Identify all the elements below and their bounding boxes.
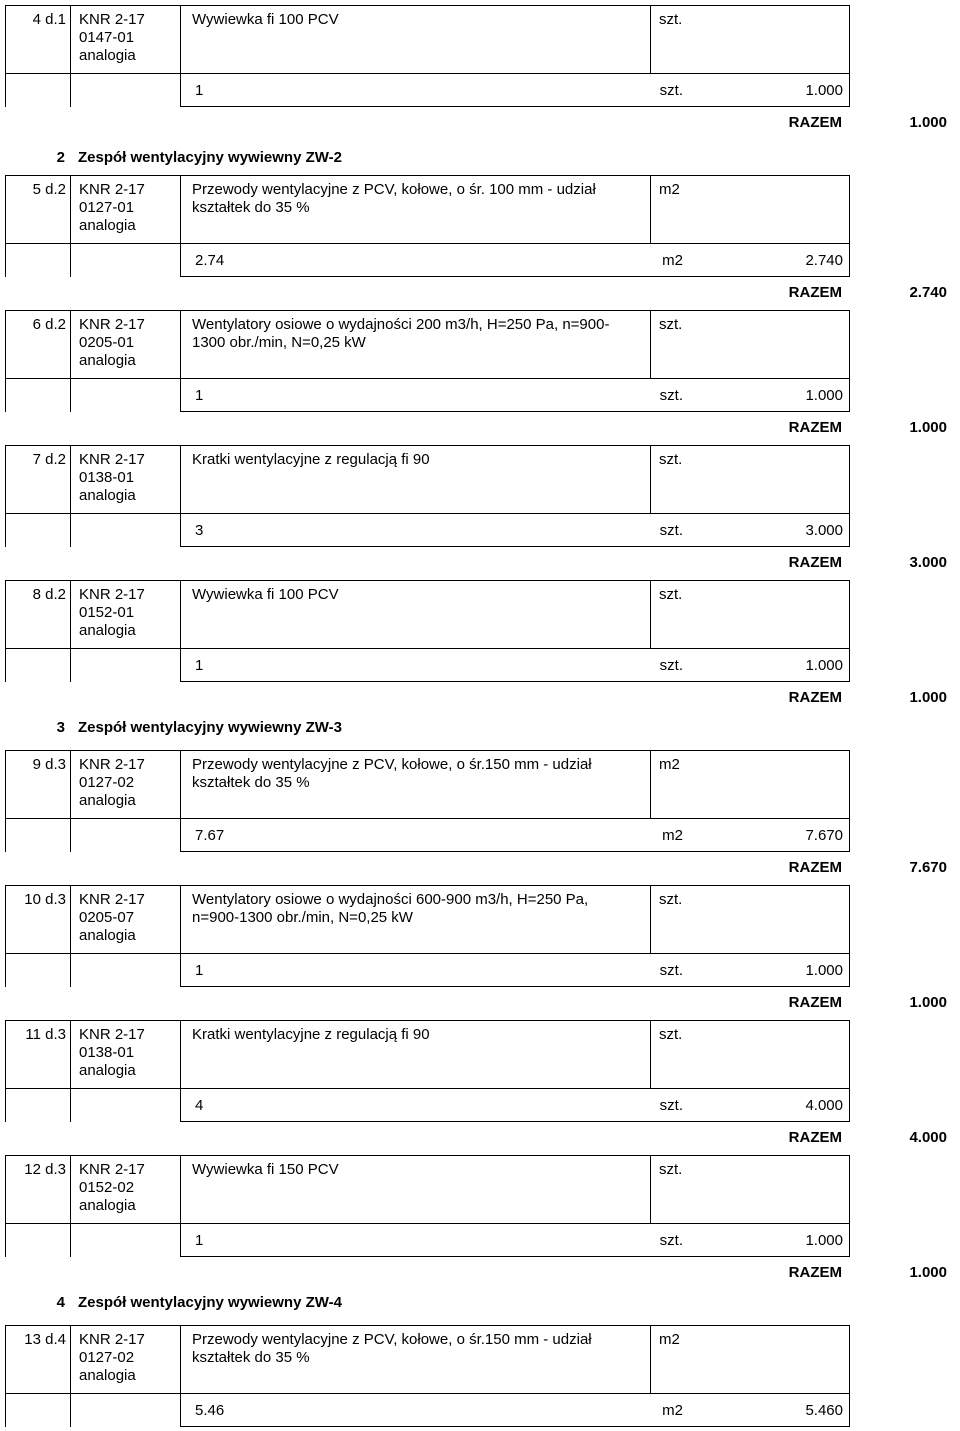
position-number: 10 d.3 <box>24 891 66 908</box>
unit-cell <box>650 1155 850 1223</box>
catalog-code-line: KNR 2-17 <box>79 1331 145 1348</box>
unit-cell <box>650 5 850 73</box>
quantity-total: 2.740 <box>805 252 843 269</box>
razem-row <box>0 987 960 1021</box>
quantity-value: 7.67 <box>195 827 225 844</box>
position-number: 9 d.3 <box>32 756 66 773</box>
razem-total: 7.670 <box>909 859 947 876</box>
razem-row <box>0 107 960 141</box>
catalog-code-line: analogia <box>79 217 136 234</box>
description-line: n=900-1300 obr./min, N=0,25 kW <box>192 909 413 926</box>
razem-row <box>0 412 960 446</box>
position-number-cell <box>5 310 70 378</box>
catalog-code-line: analogia <box>79 1062 136 1079</box>
section-header <box>0 145 960 175</box>
position-number-cell <box>5 1325 70 1393</box>
catalog-code-line: KNR 2-17 <box>79 891 145 908</box>
razem-label: RAZEM <box>788 994 842 1011</box>
quantity-code-blank <box>70 1393 180 1427</box>
quantity-total: 4.000 <box>805 1097 843 1114</box>
razem-total: 2.740 <box>909 284 947 301</box>
catalog-code-cell <box>70 750 180 818</box>
quantity-code-blank <box>70 243 180 277</box>
catalog-code-line: analogia <box>79 487 136 504</box>
quantity-unit: szt. <box>659 1097 683 1114</box>
razem-total: 1.000 <box>909 1264 947 1281</box>
razem-label: RAZEM <box>788 114 842 131</box>
unit-cell <box>650 1325 850 1393</box>
quantity-blank-cell <box>5 1088 70 1122</box>
quantity-row <box>0 1088 960 1122</box>
catalog-code-line: 0138-01 <box>79 469 135 486</box>
quantity-row <box>0 378 960 412</box>
unit-label: szt. <box>659 451 683 468</box>
quantity-cell <box>180 818 850 852</box>
unit-label: szt. <box>659 316 683 333</box>
quantity-cell <box>180 1088 850 1122</box>
catalog-code-line: 0127-01 <box>79 199 135 216</box>
quantity-value: 1 <box>195 657 204 674</box>
unit-cell <box>650 750 850 818</box>
catalog-code-cell <box>70 885 180 953</box>
quantity-total: 7.670 <box>805 827 843 844</box>
description-line: Kratki wentylacyjne z regulacją fi 90 <box>192 451 430 468</box>
catalog-code-cell <box>70 580 180 648</box>
position-number-cell <box>5 5 70 73</box>
description-cell <box>180 885 650 953</box>
quantity-cell <box>180 648 850 682</box>
description-cell <box>180 445 650 513</box>
catalog-code-line: KNR 2-17 <box>79 316 145 333</box>
description-cell <box>180 580 650 648</box>
catalog-code-cell <box>70 1325 180 1393</box>
catalog-code-cell <box>70 175 180 243</box>
position-number-cell <box>5 445 70 513</box>
quantity-row <box>0 818 960 852</box>
quantity-total: 1.000 <box>805 387 843 404</box>
section-title: Zespół wentylacyjny wywiewny ZW-4 <box>78 1294 342 1311</box>
razem-total: 4.000 <box>909 1129 947 1146</box>
position-number-cell <box>5 1020 70 1088</box>
quantity-row <box>0 953 960 987</box>
catalog-code-line: KNR 2-17 <box>79 181 145 198</box>
quantity-value: 1 <box>195 962 204 979</box>
quantity-total: 5.460 <box>805 1402 843 1419</box>
catalog-code-line: 0127-02 <box>79 1349 135 1366</box>
catalog-code-line: 0205-07 <box>79 909 135 926</box>
position-number: 11 d.3 <box>25 1026 66 1043</box>
description-line: Wentylatory osiowe o wydajności 200 m3/h, H=250 Pa, n=900- <box>192 316 610 333</box>
quantity-blank-cell <box>5 513 70 547</box>
razem-total: 1.000 <box>909 114 947 131</box>
description-cell <box>180 310 650 378</box>
razem-total: 1.000 <box>909 689 947 706</box>
quantity-code-blank <box>70 1223 180 1257</box>
catalog-code-line: KNR 2-17 <box>79 11 145 28</box>
razem-label: RAZEM <box>788 554 842 571</box>
razem-box <box>5 546 850 548</box>
quantity-code-blank <box>70 648 180 682</box>
position-row <box>0 580 960 648</box>
quantity-blank-cell <box>5 953 70 987</box>
razem-total: 1.000 <box>909 994 947 1011</box>
quantity-blank-cell <box>5 1223 70 1257</box>
catalog-code-line: analogia <box>79 1367 136 1384</box>
quantity-value: 3 <box>195 522 204 539</box>
catalog-code-line: 0147-01 <box>79 29 135 46</box>
quantity-value: 1 <box>195 387 204 404</box>
quantity-code-blank <box>70 818 180 852</box>
position-number: 13 d.4 <box>24 1331 66 1348</box>
description-line: Wywiewka fi 100 PCV <box>192 11 339 28</box>
description-cell <box>180 750 650 818</box>
catalog-code-line: analogia <box>79 352 136 369</box>
quantity-code-blank <box>70 1088 180 1122</box>
unit-cell <box>650 885 850 953</box>
quantity-blank-cell <box>5 378 70 412</box>
position-number-cell <box>5 885 70 953</box>
description-line: kształtek do 35 % <box>192 1349 310 1366</box>
razem-row <box>0 852 960 886</box>
quantity-total: 1.000 <box>805 1232 843 1249</box>
unit-label: szt. <box>659 11 683 28</box>
razem-box <box>5 411 850 413</box>
quantity-code-blank <box>70 73 180 107</box>
quantity-value: 1 <box>195 82 204 99</box>
quantity-row <box>0 1393 960 1427</box>
quantity-cell <box>180 513 850 547</box>
quantity-row <box>0 513 960 547</box>
quantity-unit: szt. <box>659 387 683 404</box>
catalog-code-line: analogia <box>79 792 136 809</box>
razem-row <box>0 682 960 716</box>
section-header <box>0 715 960 745</box>
section-header <box>0 1290 960 1320</box>
quantity-blank-cell <box>5 73 70 107</box>
quantity-unit: szt. <box>659 82 683 99</box>
unit-label: m2 <box>659 1331 680 1348</box>
section-title: Zespół wentylacyjny wywiewny ZW-2 <box>78 149 342 166</box>
catalog-code-line: 0152-02 <box>79 1179 135 1196</box>
razem-box <box>5 986 850 988</box>
position-row <box>0 750 960 818</box>
quantity-cell <box>180 1223 850 1257</box>
catalog-code-line: 0205-01 <box>79 334 135 351</box>
razem-total: 1.000 <box>909 419 947 436</box>
unit-label: m2 <box>659 756 680 773</box>
position-row <box>0 5 960 73</box>
description-cell <box>180 1155 650 1223</box>
position-row <box>0 445 960 513</box>
razem-row <box>0 1257 960 1291</box>
quantity-unit: m2 <box>662 827 683 844</box>
razem-label: RAZEM <box>788 284 842 301</box>
catalog-code-cell <box>70 1155 180 1223</box>
quantity-value: 5.46 <box>195 1402 225 1419</box>
position-row <box>0 885 960 953</box>
quantity-code-blank <box>70 953 180 987</box>
quantity-row <box>0 73 960 107</box>
position-row <box>0 1155 960 1223</box>
quantity-blank-cell <box>5 818 70 852</box>
catalog-code-line: KNR 2-17 <box>79 1026 145 1043</box>
quantity-unit: szt. <box>659 962 683 979</box>
quantity-code-blank <box>70 378 180 412</box>
unit-cell <box>650 580 850 648</box>
catalog-code-cell <box>70 1020 180 1088</box>
position-row <box>0 1325 960 1393</box>
position-number-cell <box>5 175 70 243</box>
quantity-cell <box>180 243 850 277</box>
description-line: kształtek do 35 % <box>192 199 310 216</box>
quantity-unit: m2 <box>662 252 683 269</box>
description-line: Kratki wentylacyjne z regulacją fi 90 <box>192 1026 430 1043</box>
quantity-row <box>0 648 960 682</box>
description-line: kształtek do 35 % <box>192 774 310 791</box>
razem-label: RAZEM <box>788 1264 842 1281</box>
position-number: 8 d.2 <box>32 586 66 603</box>
description-cell <box>180 1020 650 1088</box>
unit-label: szt. <box>659 1026 683 1043</box>
catalog-code-line: 0138-01 <box>79 1044 135 1061</box>
quantity-blank-cell <box>5 648 70 682</box>
unit-cell <box>650 445 850 513</box>
razem-label: RAZEM <box>788 859 842 876</box>
catalog-code-line: KNR 2-17 <box>79 756 145 773</box>
section-number: 2 <box>56 149 65 166</box>
quantity-unit: szt. <box>659 657 683 674</box>
quantity-total: 1.000 <box>805 657 843 674</box>
razem-box <box>5 681 850 683</box>
position-number: 6 d.2 <box>32 316 66 333</box>
position-number-cell <box>5 580 70 648</box>
razem-box <box>5 1256 850 1258</box>
quantity-row <box>0 243 960 277</box>
razem-row <box>0 277 960 311</box>
quantity-blank-cell <box>5 243 70 277</box>
catalog-code-line: 0152-01 <box>79 604 135 621</box>
quantity-cell <box>180 953 850 987</box>
catalog-code-cell <box>70 5 180 73</box>
description-line: Przewody wentylacyjne z PCV, kołowe, o śr.150 mm - udział <box>192 1331 592 1348</box>
section-number: 3 <box>56 719 65 736</box>
position-number: 4 d.1 <box>32 11 66 28</box>
razem-label: RAZEM <box>788 689 842 706</box>
catalog-code-line: KNR 2-17 <box>79 586 145 603</box>
quantity-value: 2.74 <box>195 252 225 269</box>
quantity-unit: szt. <box>659 1232 683 1249</box>
unit-label: szt. <box>659 586 683 603</box>
description-cell <box>180 175 650 243</box>
razem-box <box>5 106 850 108</box>
position-number: 7 d.2 <box>32 451 66 468</box>
quantity-value: 4 <box>195 1097 204 1114</box>
quantity-blank-cell <box>5 1393 70 1427</box>
quantity-unit: szt. <box>659 522 683 539</box>
quantity-total: 1.000 <box>805 82 843 99</box>
razem-box <box>5 276 850 278</box>
position-number: 12 d.3 <box>24 1161 66 1178</box>
catalog-code-cell <box>70 445 180 513</box>
quantity-unit: m2 <box>662 1402 683 1419</box>
position-row <box>0 310 960 378</box>
description-line: Wywiewka fi 150 PCV <box>192 1161 339 1178</box>
unit-cell <box>650 1020 850 1088</box>
position-number: 5 d.2 <box>32 181 66 198</box>
catalog-code-line: analogia <box>79 622 136 639</box>
razem-row <box>0 547 960 581</box>
catalog-code-line: 0127-02 <box>79 774 135 791</box>
razem-box <box>5 851 850 853</box>
section-title: Zespół wentylacyjny wywiewny ZW-3 <box>78 719 342 736</box>
description-cell <box>180 1325 650 1393</box>
position-row <box>0 175 960 243</box>
position-number-cell <box>5 1155 70 1223</box>
catalog-code-cell <box>70 310 180 378</box>
section-number: 4 <box>56 1294 65 1311</box>
quantity-total: 1.000 <box>805 962 843 979</box>
quantity-cell <box>180 73 850 107</box>
quantity-value: 1 <box>195 1232 204 1249</box>
catalog-code-line: KNR 2-17 <box>79 451 145 468</box>
quantity-cell <box>180 1393 850 1427</box>
razem-label: RAZEM <box>788 419 842 436</box>
position-number-cell <box>5 750 70 818</box>
unit-cell <box>650 310 850 378</box>
catalog-code-line: analogia <box>79 47 136 64</box>
description-line: Wentylatory osiowe o wydajności 600-900 m3/h, H=250 Pa, <box>192 891 589 908</box>
razem-box <box>5 1121 850 1123</box>
catalog-code-line: analogia <box>79 1197 136 1214</box>
quantity-row <box>0 1223 960 1257</box>
razem-row <box>0 1122 960 1156</box>
description-line: Przewody wentylacyjne z PCV, kołowe, o śr. 100 mm - udział <box>192 181 596 198</box>
quantity-total: 3.000 <box>805 522 843 539</box>
unit-label: szt. <box>659 1161 683 1178</box>
unit-label: szt. <box>659 891 683 908</box>
quantity-cell <box>180 378 850 412</box>
unit-label: m2 <box>659 181 680 198</box>
description-line: 1300 obr./min, N=0,25 kW <box>192 334 366 351</box>
description-line: Przewody wentylacyjne z PCV, kołowe, o śr.150 mm - udział <box>192 756 592 773</box>
razem-total: 3.000 <box>909 554 947 571</box>
catalog-code-line: analogia <box>79 927 136 944</box>
quantity-code-blank <box>70 513 180 547</box>
razem-label: RAZEM <box>788 1129 842 1146</box>
description-line: Wywiewka fi 100 PCV <box>192 586 339 603</box>
position-row <box>0 1020 960 1088</box>
unit-cell <box>650 175 850 243</box>
catalog-code-line: KNR 2-17 <box>79 1161 145 1178</box>
description-cell <box>180 5 650 73</box>
